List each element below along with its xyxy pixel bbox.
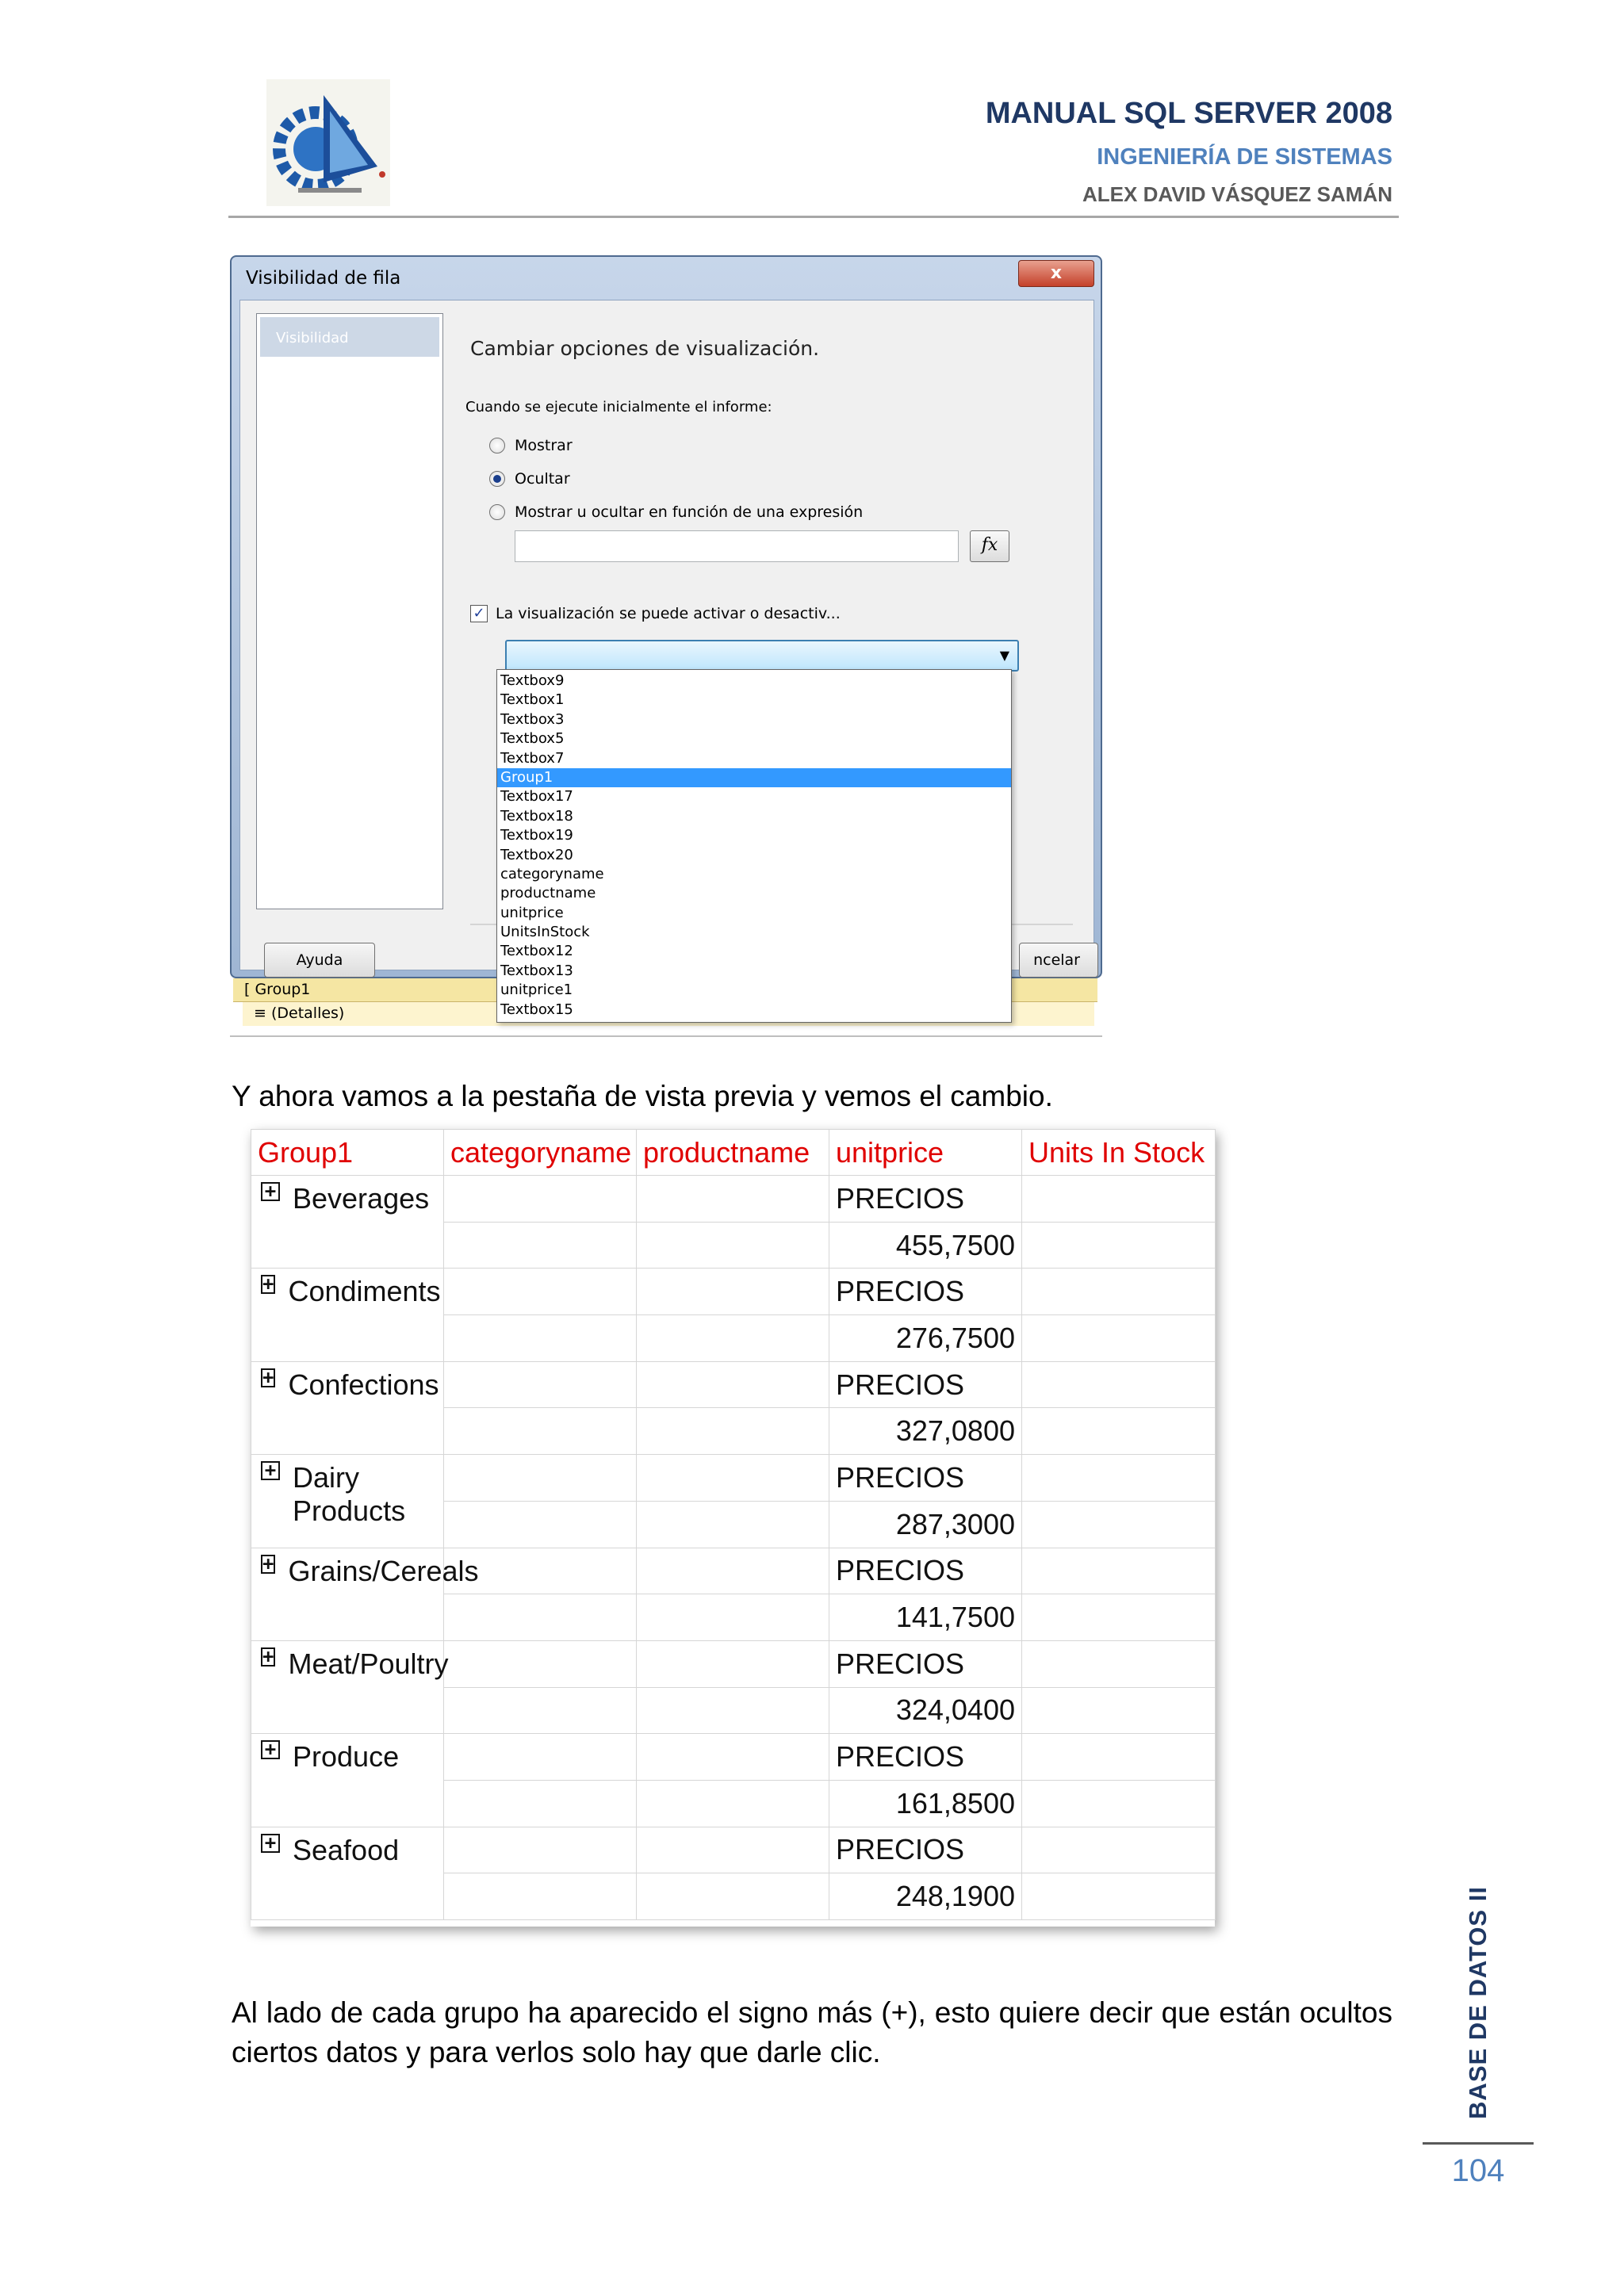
empty-cell — [444, 1408, 637, 1455]
cancel-button[interactable]: ncelar — [1019, 943, 1098, 978]
expand-plus-icon[interactable]: + — [262, 1365, 274, 1388]
chevron-down-icon: ▼ — [999, 648, 1009, 663]
toggle-item-combobox[interactable] — [505, 640, 1019, 672]
expression-fx-button[interactable]: fx — [970, 530, 1009, 562]
radio-hide-row[interactable] — [489, 469, 570, 489]
expand-plus-icon[interactable]: + — [262, 1644, 274, 1667]
empty-cell — [444, 1455, 637, 1502]
empty-cell — [637, 1780, 829, 1827]
dropdown-item[interactable]: Textbox1 — [500, 691, 565, 709]
empty-cell — [1022, 1640, 1216, 1687]
expand-plus-icon[interactable]: + — [262, 1552, 274, 1575]
empty-cell — [637, 1455, 829, 1502]
column-header: unitprice — [829, 1130, 1022, 1176]
dropdown-item[interactable]: Group1 — [497, 768, 1011, 787]
institution-logo — [266, 79, 390, 206]
empty-cell — [637, 1640, 829, 1687]
dropdown-item[interactable]: Textbox5 — [500, 730, 565, 748]
empty-cell — [637, 1501, 829, 1548]
group-cell — [251, 1269, 444, 1361]
toggle-checkbox-row[interactable] — [470, 605, 841, 622]
price-label-cell: PRECIOS — [829, 1455, 1022, 1502]
column-header: categoryname — [444, 1130, 637, 1176]
group-cell — [251, 1455, 444, 1548]
dropdown-item[interactable]: Textbox7 — [500, 749, 565, 767]
empty-cell — [444, 1780, 637, 1827]
empty-cell — [1022, 1501, 1216, 1548]
table-row — [251, 1455, 1216, 1502]
radio-hide-label: Ocultar — [515, 470, 570, 488]
expand-plus-icon[interactable]: + — [261, 1461, 280, 1480]
dialog-nav-panel — [256, 313, 443, 909]
radio-hide[interactable] — [489, 471, 505, 487]
designer-details-row[interactable]: ≡ (Detalles) — [243, 1002, 1094, 1026]
expand-plus-icon[interactable]: + — [261, 1182, 280, 1201]
radio-expression-label: Mostrar u ocultar en función de una expresión — [515, 503, 864, 521]
group-cell — [251, 1176, 444, 1269]
price-value-cell: 455,7500 — [829, 1222, 1022, 1269]
empty-cell — [1022, 1269, 1216, 1315]
empty-cell — [1022, 1734, 1216, 1781]
dropdown-item[interactable]: Textbox15 — [500, 1001, 573, 1018]
dropdown-item[interactable]: Textbox18 — [500, 807, 573, 825]
empty-cell — [637, 1408, 829, 1455]
table-row — [251, 1640, 1216, 1687]
dropdown-item[interactable]: Textbox17 — [500, 788, 573, 806]
dropdown-item[interactable]: UnitsInStock — [500, 924, 590, 941]
group-name: Confections — [288, 1368, 439, 1401]
empty-cell — [1022, 1361, 1216, 1408]
empty-cell — [1022, 1873, 1216, 1920]
page-number-rule — [1423, 2142, 1534, 2145]
empty-cell — [637, 1827, 829, 1873]
empty-cell — [444, 1176, 637, 1223]
expand-plus-icon[interactable]: + — [262, 1272, 274, 1295]
price-value-cell: 141,7500 — [829, 1594, 1022, 1641]
dropdown-item[interactable]: Textbox3 — [500, 710, 565, 728]
empty-cell — [1022, 1780, 1216, 1827]
designer-bottom-line — [230, 1035, 1102, 1037]
group-cell — [251, 1548, 479, 1640]
column-header: productname — [637, 1130, 829, 1176]
preview-table — [251, 1129, 1216, 1920]
empty-cell — [1022, 1687, 1216, 1734]
side-section-label: BASE DE DATOS II — [1464, 1886, 1492, 2119]
empty-cell — [637, 1269, 829, 1315]
empty-cell — [637, 1594, 829, 1641]
designer-group-row[interactable]: [ Group1 — [233, 978, 1097, 1002]
page-number: 104 — [1451, 2153, 1505, 2188]
group-name: Seafood — [293, 1833, 400, 1866]
price-value-cell: 248,1900 — [829, 1873, 1022, 1920]
group-name: Dairy Products — [293, 1461, 406, 1528]
empty-cell — [444, 1640, 637, 1687]
radio-show[interactable] — [489, 438, 505, 453]
dropdown-item[interactable]: productname — [500, 885, 596, 902]
initial-run-label: Cuando se ejecute inicialmente el informe: — [465, 399, 772, 415]
group-name: Condiments — [288, 1275, 441, 1308]
column-header: Units In Stock — [1022, 1130, 1216, 1176]
group-cell — [251, 1361, 444, 1454]
price-label-cell: PRECIOS — [829, 1640, 1022, 1687]
dropdown-item[interactable]: unitprice1 — [500, 982, 573, 999]
manual-title: MANUAL SQL SERVER 2008 — [985, 97, 1392, 130]
empty-cell — [444, 1269, 637, 1315]
dialog-heading: Cambiar opciones de visualización. — [470, 337, 820, 360]
empty-cell — [637, 1734, 829, 1781]
empty-cell — [444, 1315, 637, 1362]
header-divider — [228, 216, 1399, 218]
empty-cell — [637, 1687, 829, 1734]
empty-cell — [1022, 1548, 1216, 1594]
dropdown-item[interactable]: Textbox13 — [500, 962, 573, 979]
group-name: Grains/Cereals — [288, 1554, 479, 1587]
empty-cell — [444, 1594, 637, 1641]
side-section-marker — [1457, 1884, 1499, 2122]
price-value-cell: 276,7500 — [829, 1315, 1022, 1362]
empty-cell — [444, 1687, 637, 1734]
group-cell — [251, 1640, 449, 1733]
empty-cell — [444, 1361, 637, 1408]
empty-cell — [637, 1315, 829, 1362]
empty-cell — [444, 1827, 637, 1873]
empty-cell — [1022, 1315, 1216, 1362]
table-row — [251, 1176, 1216, 1223]
radio-expression[interactable] — [489, 504, 505, 520]
empty-cell — [1022, 1408, 1216, 1455]
dropdown-item[interactable]: Textbox19 — [500, 827, 573, 844]
table-row — [251, 1269, 1216, 1315]
column-header: Group1 — [251, 1130, 444, 1176]
group-name: Beverages — [293, 1182, 430, 1215]
price-label-cell: PRECIOS — [829, 1734, 1022, 1781]
group-name: Produce — [293, 1740, 400, 1774]
dropdown-item[interactable]: unitprice — [500, 904, 564, 921]
radio-show-label: Mostrar — [515, 437, 573, 454]
empty-cell — [637, 1176, 829, 1223]
preview-table-screenshot — [239, 1123, 1228, 1944]
toggle-item-dropdown-list[interactable] — [496, 669, 1012, 1023]
dialog-title: Visibilidad de fila — [246, 268, 401, 289]
empty-cell — [1022, 1594, 1216, 1641]
empty-cell — [1022, 1222, 1216, 1269]
price-label-cell: PRECIOS — [829, 1827, 1022, 1873]
empty-cell — [637, 1548, 829, 1594]
toggle-checkbox-label: La visualización se puede activar o desactiv... — [496, 605, 841, 622]
paragraph-preview-intro: Y ahora vamos a la pestaña de vista previa y vemos el cambio. — [232, 1080, 1053, 1112]
radio-expression-row[interactable] — [489, 502, 863, 522]
preview-table-frame — [251, 1129, 1215, 1927]
empty-cell — [1022, 1455, 1216, 1502]
price-value-cell: 327,0800 — [829, 1408, 1022, 1455]
dropdown-item[interactable]: categoryname — [500, 865, 604, 882]
price-value-cell: 161,8500 — [829, 1780, 1022, 1827]
dropdown-item[interactable]: Textbox9 — [500, 672, 565, 689]
price-label-cell: PRECIOS — [829, 1361, 1022, 1408]
empty-cell — [444, 1734, 637, 1781]
close-button[interactable]: x — [1018, 260, 1094, 287]
group-cell — [251, 1827, 444, 1919]
empty-cell — [1022, 1827, 1216, 1873]
empty-cell — [637, 1873, 829, 1920]
empty-cell — [444, 1501, 637, 1548]
price-label-cell: PRECIOS — [829, 1269, 1022, 1315]
empty-cell — [637, 1222, 829, 1269]
empty-cell — [1022, 1176, 1216, 1223]
empty-cell — [444, 1873, 637, 1920]
expression-input[interactable] — [515, 530, 959, 562]
dropdown-item[interactable]: Textbox20 — [500, 846, 573, 863]
nav-item-visibility[interactable]: Visibilidad — [260, 317, 439, 357]
author-name: ALEX DAVID VÁSQUEZ SAMÁN — [1082, 182, 1392, 206]
course-subtitle: INGENIERÍA DE SISTEMAS — [1097, 144, 1392, 170]
expand-plus-icon[interactable]: + — [261, 1834, 280, 1853]
expand-plus-icon[interactable]: + — [261, 1740, 280, 1759]
table-row — [251, 1827, 1216, 1873]
table-row — [251, 1548, 1216, 1594]
table-row — [251, 1734, 1216, 1781]
dropdown-item[interactable]: Textbox12 — [500, 943, 573, 960]
help-button[interactable]: Ayuda — [264, 943, 375, 978]
toggle-checkbox[interactable]: ✓ — [470, 605, 488, 622]
row-visibility-dialog-screenshot — [230, 255, 1102, 1037]
radio-show-row[interactable] — [489, 435, 573, 456]
empty-cell — [444, 1222, 637, 1269]
paragraph-plus-sign-explanation: Al lado de cada grupo ha aparecido el signo más (+), esto quiere decir que están ocultos ciertos datos y para verlos solo hay que darle clic. — [232, 1996, 1392, 2068]
group-name: Meat/Poultry — [288, 1647, 449, 1680]
preview-table-header-row — [251, 1130, 1216, 1176]
price-value-cell: 287,3000 — [829, 1501, 1022, 1548]
price-label-cell: PRECIOS — [829, 1176, 1022, 1223]
table-row — [251, 1361, 1216, 1408]
price-value-cell: 324,0400 — [829, 1687, 1022, 1734]
empty-cell — [637, 1361, 829, 1408]
price-label-cell: PRECIOS — [829, 1548, 1022, 1594]
group-cell — [251, 1734, 444, 1827]
